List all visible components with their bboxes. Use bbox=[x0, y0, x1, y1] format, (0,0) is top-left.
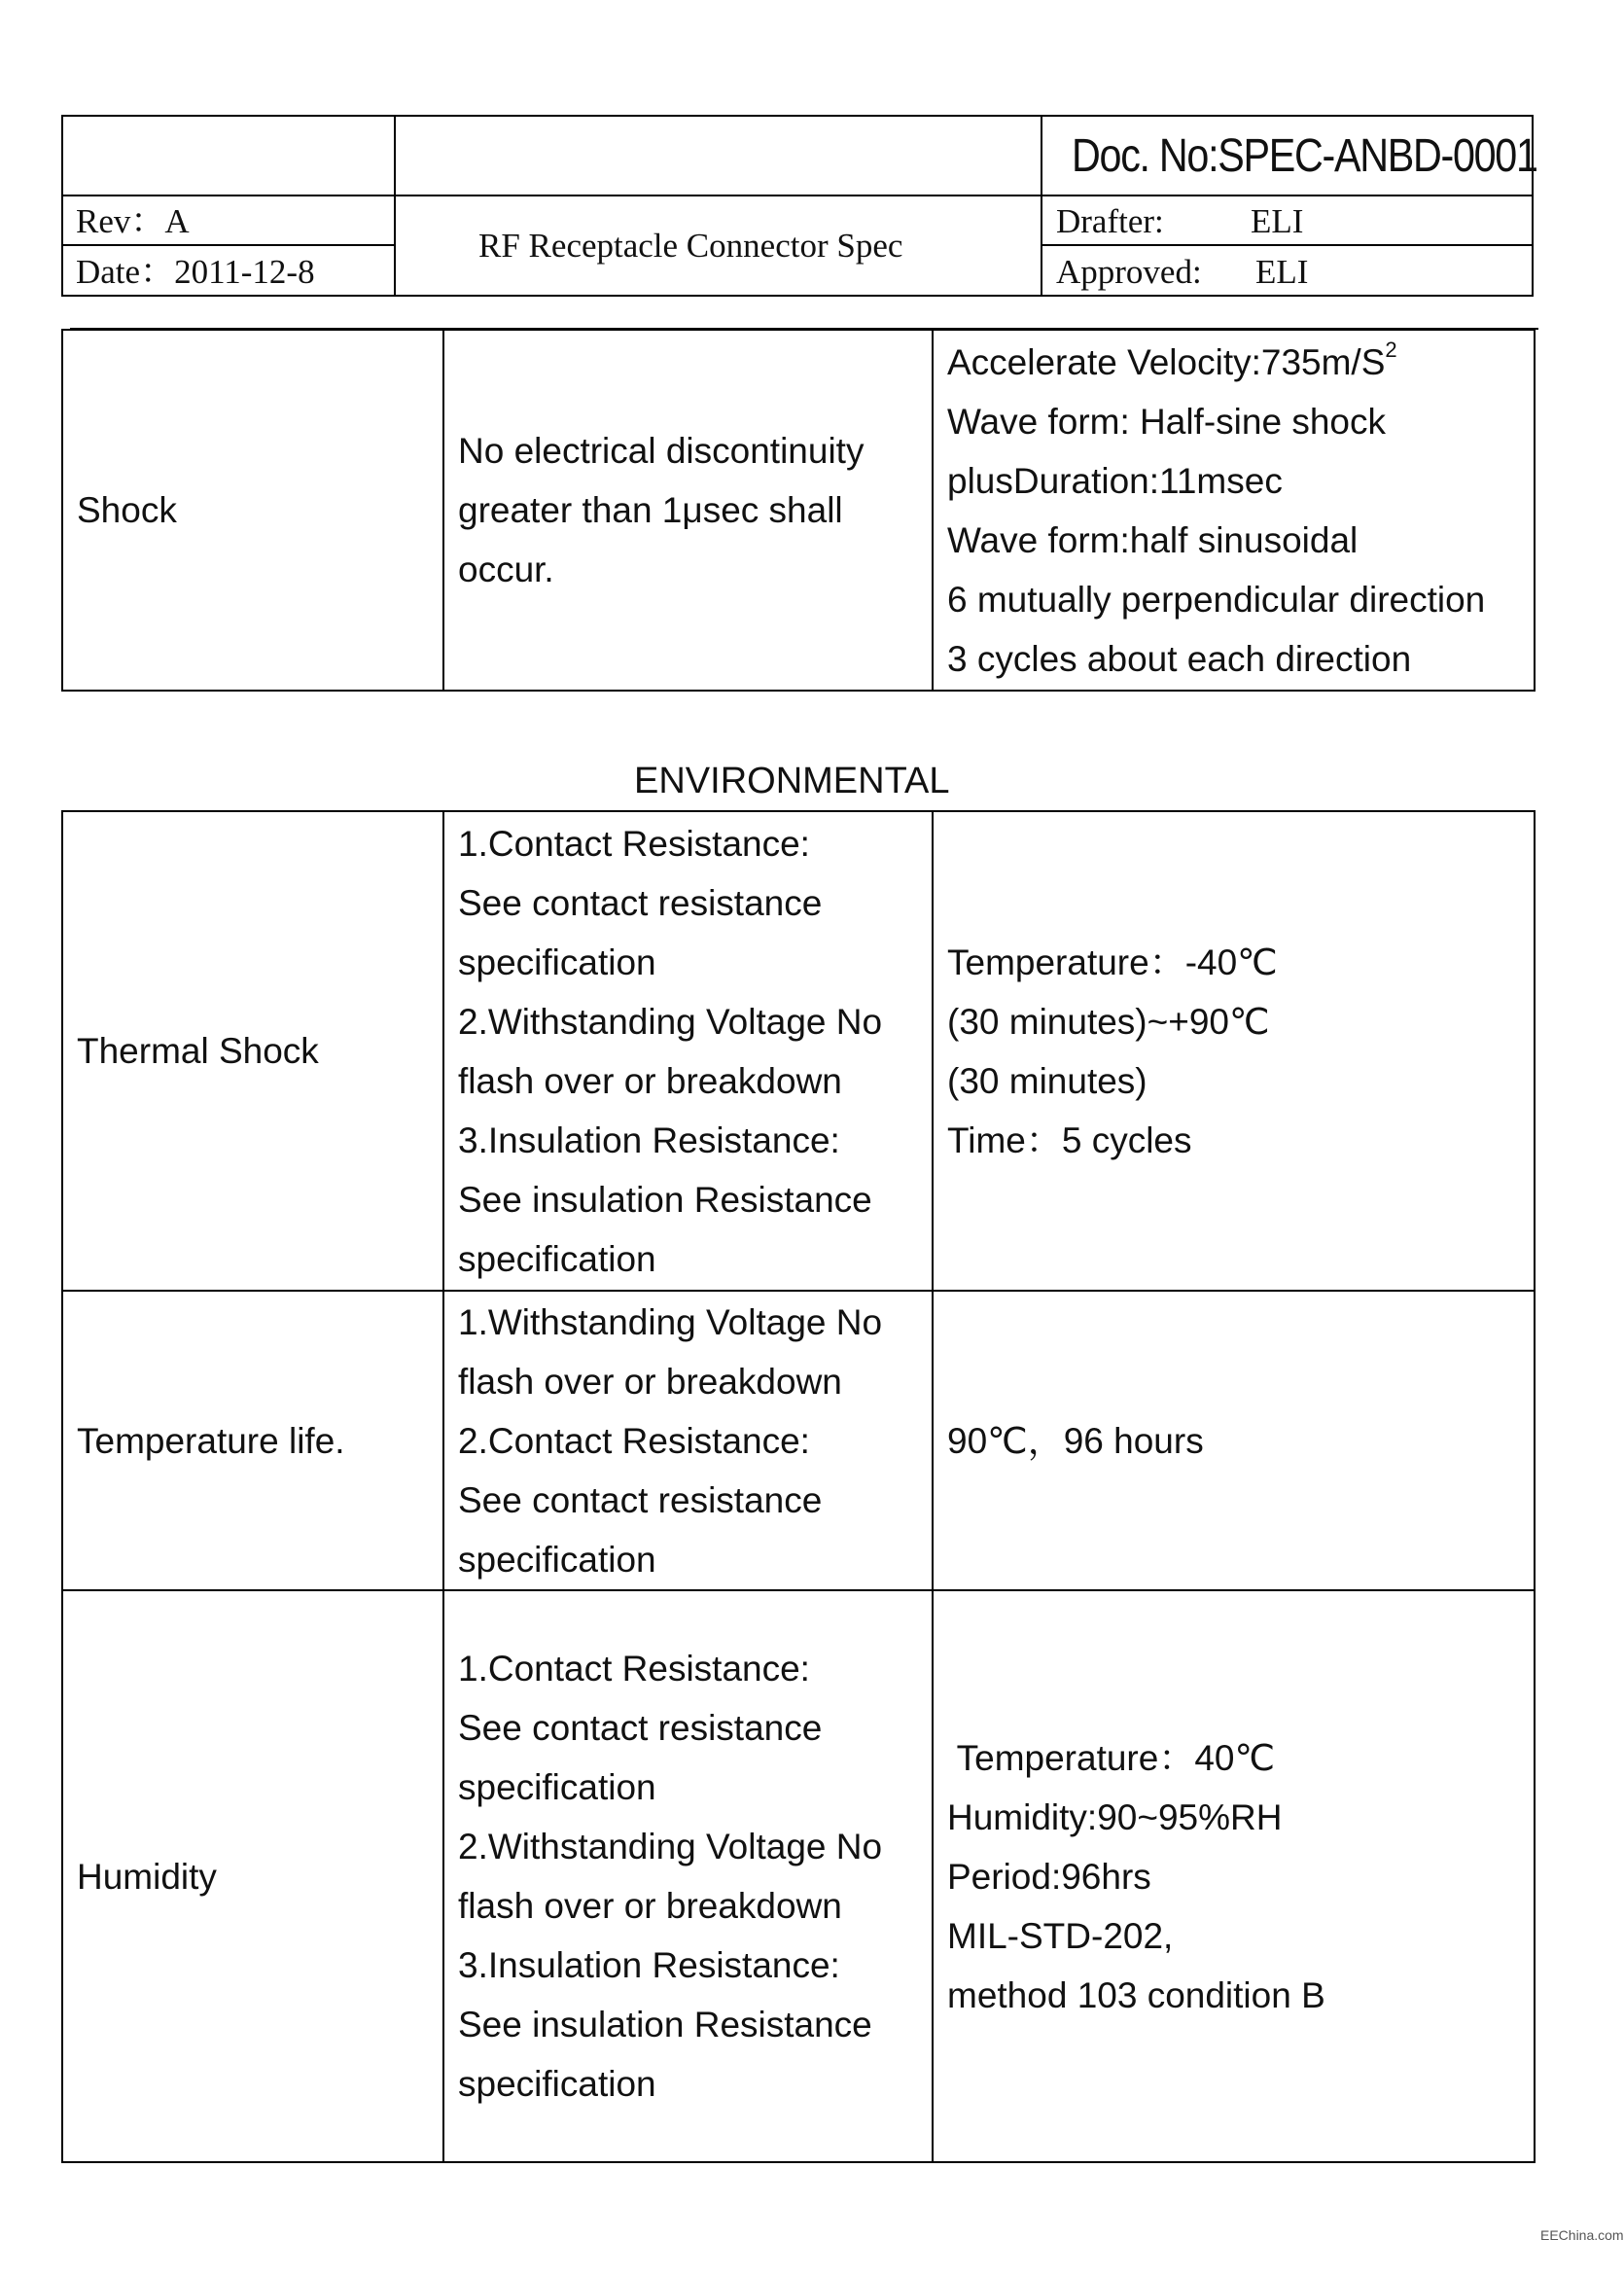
requirement-cell bbox=[443, 330, 933, 691]
requirement-line: See insulation Resistance bbox=[458, 1179, 872, 1220]
test-item: Humidity bbox=[77, 1856, 217, 1897]
requirement-line: specification bbox=[458, 1767, 656, 1807]
requirement-line: flash over or breakdown bbox=[458, 1060, 842, 1101]
drafter-value: ELI bbox=[1251, 202, 1304, 240]
approved-value: ELI bbox=[1255, 253, 1309, 291]
requirement-line: specification bbox=[458, 1238, 656, 1279]
requirement-cell bbox=[443, 1291, 933, 1590]
condition-cell bbox=[933, 1291, 1535, 1590]
requirement-line: flash over or breakdown bbox=[458, 1886, 842, 1926]
requirement-line: 3.Insulation Resistance: bbox=[458, 1945, 840, 1985]
requirement-line: 1.Withstanding Voltage No bbox=[458, 1301, 883, 1342]
environmental-table bbox=[61, 810, 1536, 2163]
requirement-line: 2.Withstanding Voltage No bbox=[458, 1827, 883, 1866]
requirement-cell bbox=[443, 811, 933, 1291]
requirement-line: occur. bbox=[458, 550, 554, 589]
requirement-line: 1.Contact Resistance: bbox=[458, 1649, 810, 1688]
test-item-cell bbox=[62, 811, 443, 1291]
condition-line: 3 cycles about each direction bbox=[947, 638, 1412, 679]
date: Date：2011-12-8 bbox=[76, 253, 315, 291]
condition-line: Period:96hrs bbox=[947, 1856, 1151, 1897]
drafter-label: Drafter: bbox=[1056, 202, 1164, 240]
requirement-line: See contact resistance bbox=[458, 882, 823, 923]
test-item: Thermal Shock bbox=[77, 1031, 319, 1071]
test-item: Shock bbox=[77, 490, 177, 530]
condition-line: Wave form:half sinusoidal bbox=[947, 519, 1359, 560]
requirement-line: 2.Withstanding Voltage No bbox=[458, 1001, 883, 1042]
requirement-line: 3.Insulation Resistance: bbox=[458, 1120, 840, 1160]
condition-line: Wave form: Half-sine shock bbox=[947, 401, 1386, 442]
requirement-line: 2.Contact Resistance: bbox=[458, 1420, 810, 1461]
condition-line: Time：5 cycles bbox=[947, 1120, 1192, 1160]
condition-cell bbox=[933, 811, 1535, 1291]
test-item-cell bbox=[62, 330, 443, 691]
table-row bbox=[62, 330, 1535, 691]
table-row bbox=[62, 1590, 1535, 2162]
condition-line: Temperature：-40℃ bbox=[947, 942, 1278, 982]
accel-text: Accelerate Velocity:735m/S bbox=[947, 341, 1386, 382]
condition-cell bbox=[933, 330, 1535, 691]
shock-table bbox=[61, 329, 1536, 692]
requirement-line: flash over or breakdown bbox=[458, 1361, 842, 1402]
test-item-cell bbox=[62, 1590, 443, 2162]
requirement-line: No electrical discontinuity bbox=[458, 431, 865, 471]
accel-superscript: 2 bbox=[1385, 338, 1397, 363]
condition-line: Humidity:90~95%RH bbox=[947, 1796, 1283, 1837]
condition-line: (30 minutes)~+90℃ bbox=[947, 1001, 1270, 1042]
condition-line: (30 minutes) bbox=[947, 1060, 1147, 1101]
condition-line: Temperature：40℃ bbox=[947, 1737, 1276, 1778]
watermark: EEChina.com bbox=[1540, 2227, 1624, 2243]
condition-line: 90℃，96 hours bbox=[947, 1420, 1204, 1461]
requirement-line: specification bbox=[458, 2064, 656, 2104]
document-title: RF Receptacle Connector Spec bbox=[478, 227, 903, 265]
requirement-line: See insulation Resistance bbox=[458, 2005, 872, 2044]
revision: Rev：A bbox=[76, 202, 190, 240]
approved-label: Approved: bbox=[1056, 253, 1202, 291]
condition-line: 6 mutually perpendicular direction bbox=[947, 579, 1486, 620]
table-row bbox=[62, 811, 1535, 1291]
requirement-line: specification bbox=[458, 942, 656, 982]
requirement-line: See contact resistance bbox=[458, 1708, 823, 1748]
condition-line: MIL-STD-202, bbox=[947, 1915, 1174, 1956]
test-item-cell bbox=[62, 1291, 443, 1590]
condition-cell bbox=[933, 1590, 1535, 2162]
requirement-line: greater than 1μsec shall bbox=[458, 490, 843, 530]
condition-line: plusDuration:11msec bbox=[947, 460, 1283, 501]
requirement-line: specification bbox=[458, 1539, 656, 1580]
doc-number: Doc. No:SPEC-ANBD-0001 bbox=[1072, 130, 1537, 182]
test-item: Temperature life. bbox=[77, 1420, 345, 1461]
requirement-cell bbox=[443, 1590, 933, 2162]
condition-line bbox=[947, 333, 1520, 392]
table-row bbox=[62, 1291, 1535, 1590]
requirement-line: 1.Contact Resistance: bbox=[458, 823, 810, 864]
condition-line: method 103 condition B bbox=[947, 1974, 1325, 2015]
requirement-line: See contact resistance bbox=[458, 1479, 823, 1520]
section-title: ENVIRONMENTAL bbox=[634, 761, 950, 801]
